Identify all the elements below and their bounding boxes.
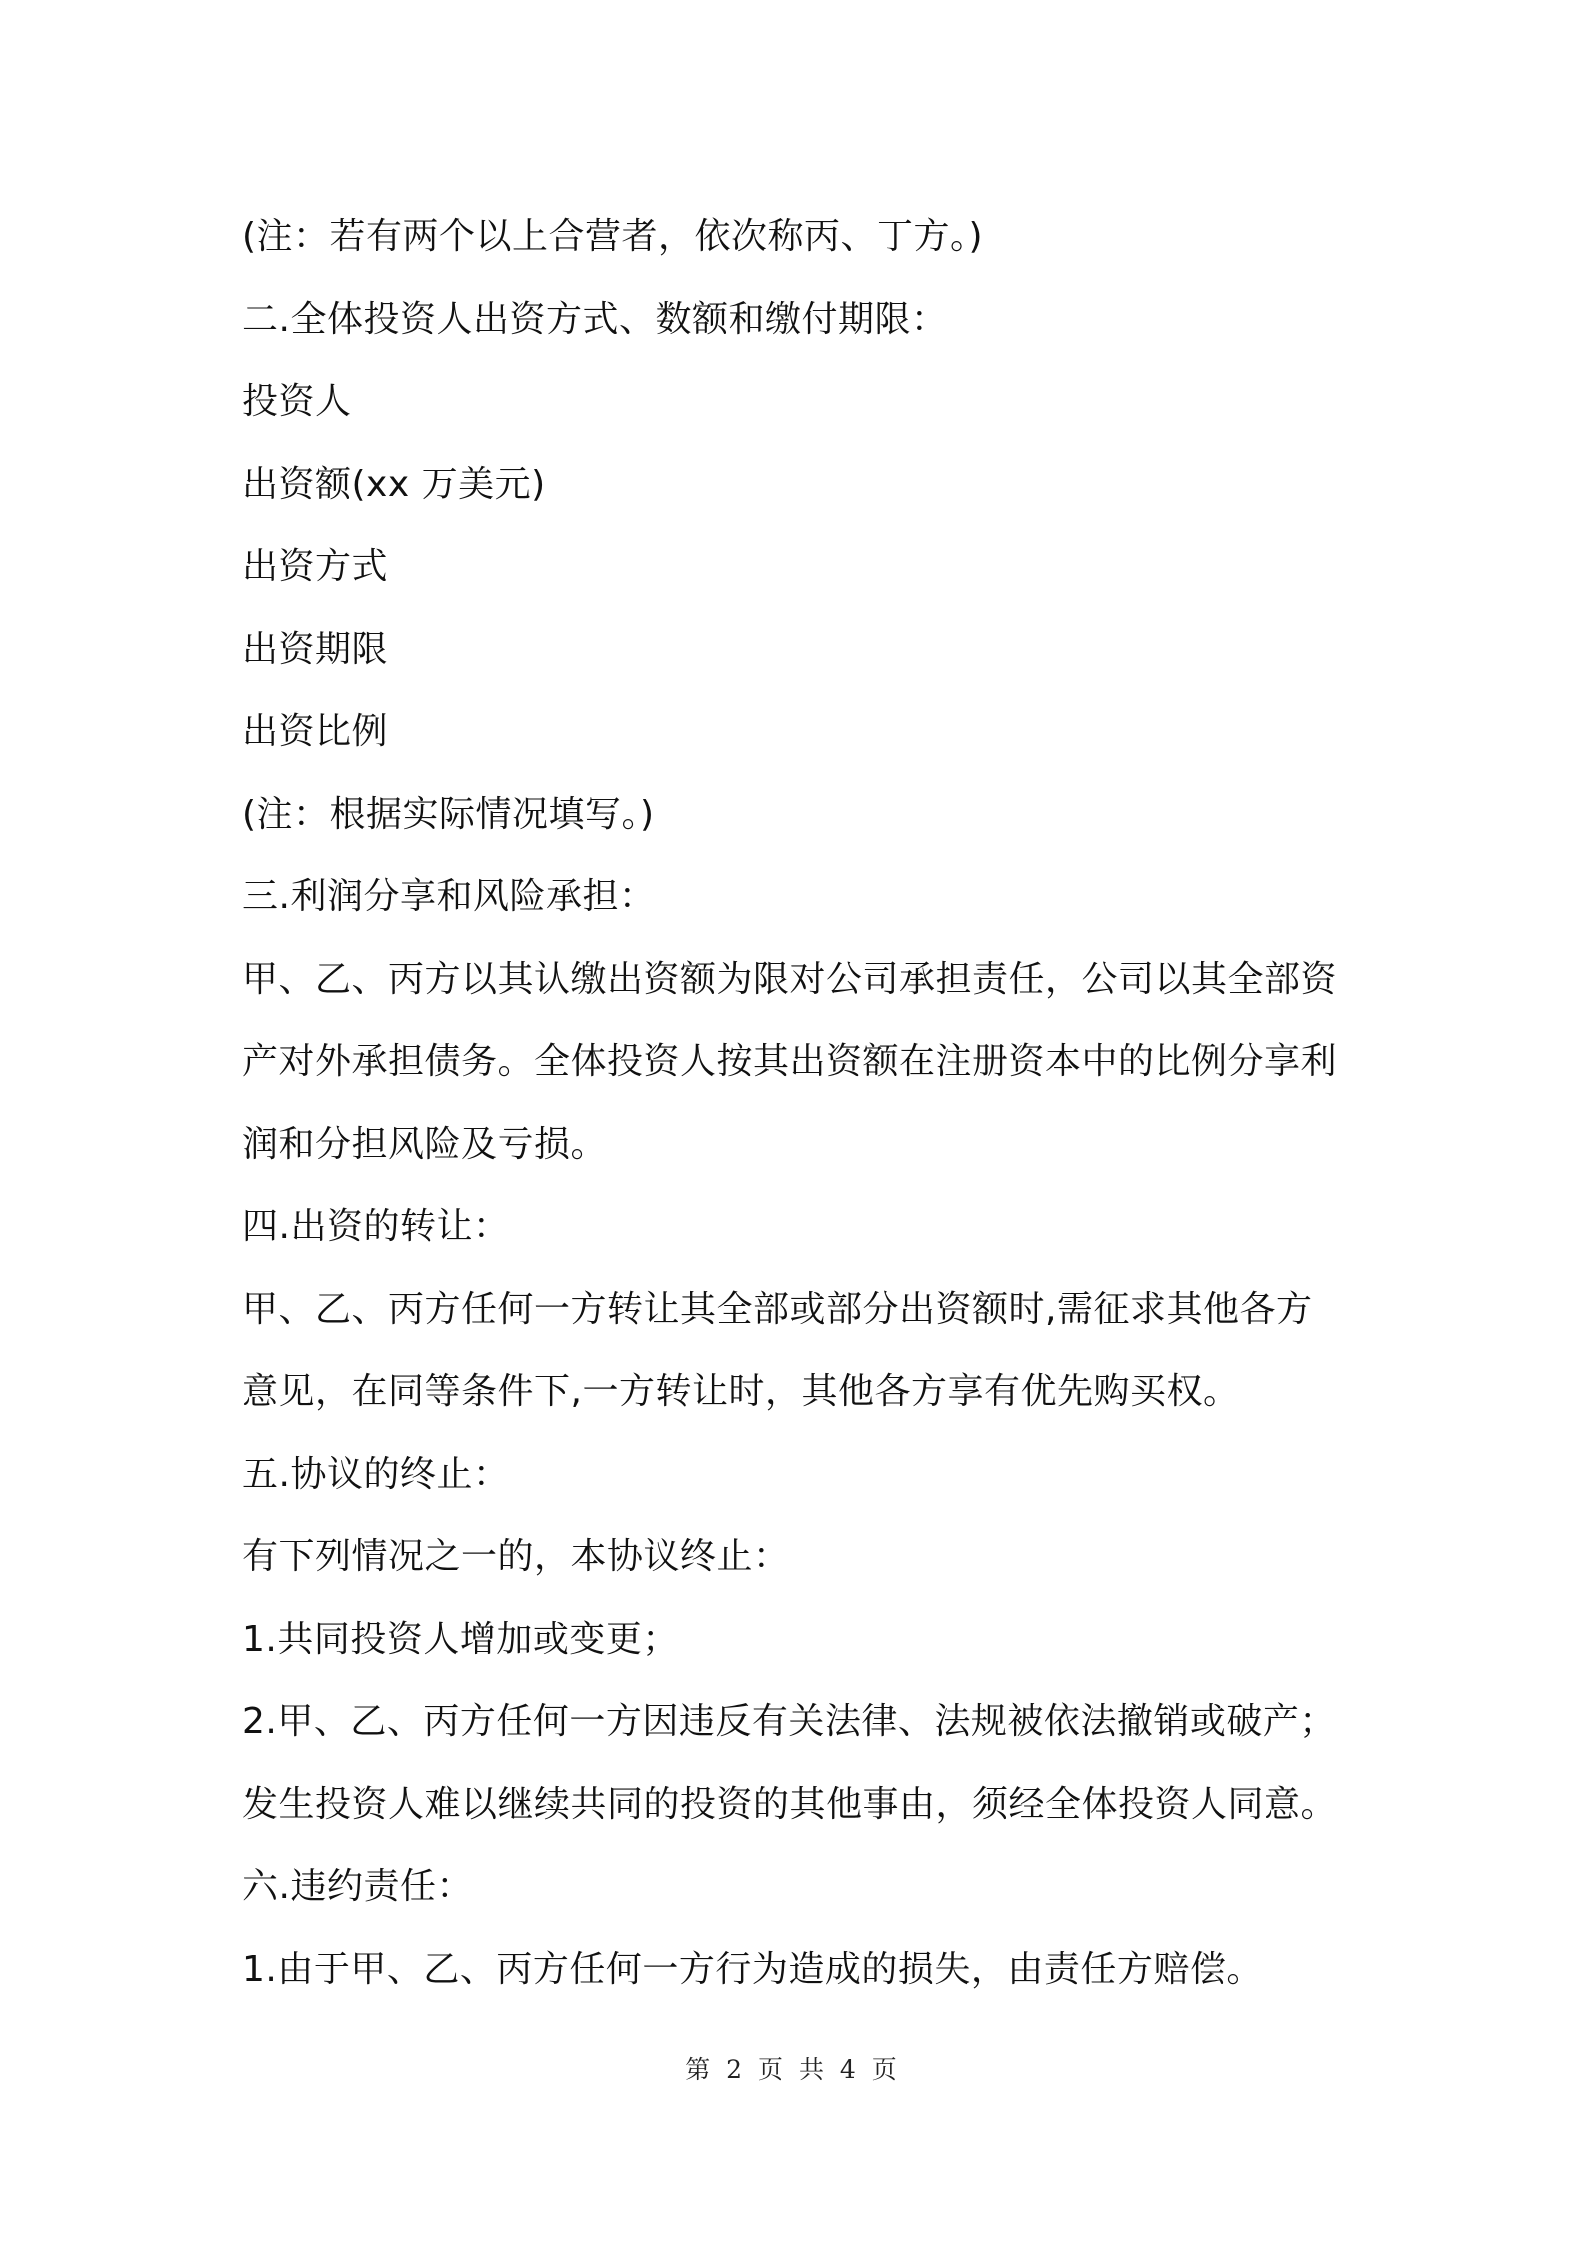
- list-item: 2.甲、乙、丙方任何一方因违反有关法律、法规被依法撤销或破产；: [242, 1701, 1336, 1742]
- list-item: 1.由于甲、乙、丙方任何一方行为造成的损失，由责任方赔偿。: [242, 1948, 1263, 1990]
- text-line: 出资额(xx 万美元): [242, 463, 546, 505]
- section-heading: 四.出资的转让：: [242, 1206, 510, 1247]
- text-line: 投资人: [242, 381, 352, 422]
- document-body: [242, 196, 1362, 2011]
- text-line: 出资方式: [242, 546, 389, 587]
- section-heading: 二.全体投资人出资方式、数额和缴付期限：: [242, 298, 948, 340]
- text-line: 出资期限: [242, 628, 389, 670]
- note-line: (注：若有两个以上合营者，依次称丙、丁方。): [242, 216, 984, 257]
- section-heading: 五.协议的终止：: [242, 1453, 510, 1495]
- paragraph-line: 意见，在同等条件下,一方转让时，其他各方享有优先购买权。: [242, 1371, 1240, 1412]
- paragraph-line: 有下列情况之一的，本协议终止：: [242, 1536, 790, 1577]
- section-heading: 六.违约责任：: [242, 1866, 473, 1907]
- text-line: 出资比例: [242, 711, 389, 752]
- list-item: 1.共同投资人增加或变更；: [242, 1618, 679, 1660]
- paragraph-line: 甲、乙、丙方任何一方转让其全部或部分出资额时,需征求其他各方: [242, 1288, 1313, 1330]
- paragraph-line: 润和分担风险及亏损。: [242, 1123, 608, 1165]
- paragraph-line: 发生投资人难以继续共同的投资的其他事由，须经全体投资人同意。: [242, 1783, 1338, 1825]
- page-number-footer: 第 2 页 共 4 页: [685, 2055, 901, 2084]
- paragraph-line: 甲、乙、丙方以其认缴出资额为限对公司承担责任，公司以其全部资: [242, 958, 1338, 1000]
- section-heading: 三.利润分享和风险承担：: [242, 876, 656, 917]
- paragraph-line: 产对外承担债务。全体投资人按其出资额在注册资本中的比例分享利: [242, 1041, 1338, 1082]
- note-line: (注：根据实际情况填写。): [242, 793, 655, 835]
